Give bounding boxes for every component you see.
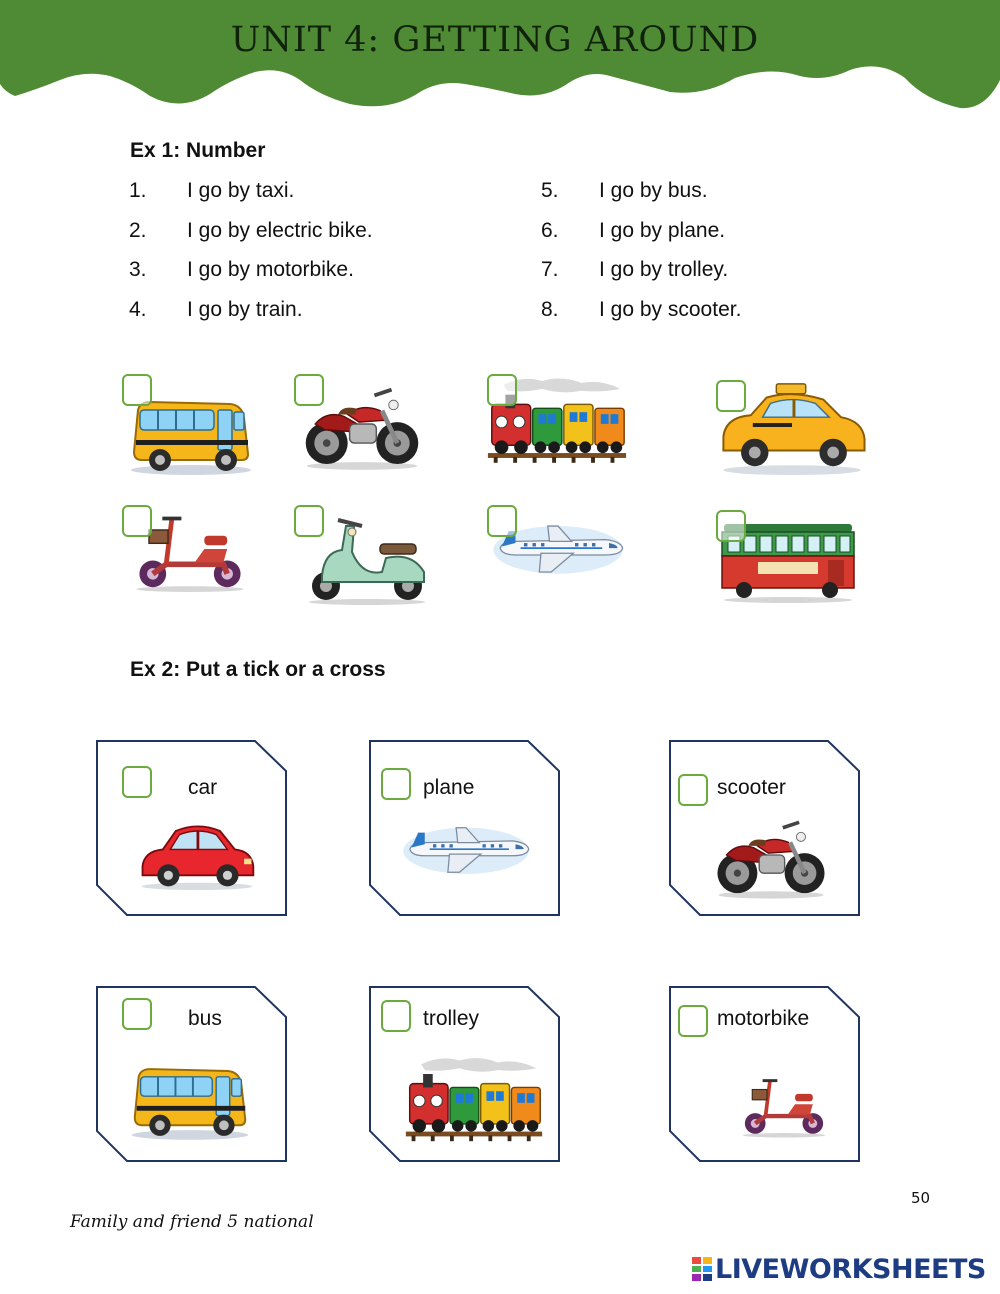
sentence-text: I go by scooter. xyxy=(599,298,742,321)
sentence-number: 8. xyxy=(541,298,559,321)
sentence-text: I go by electric bike. xyxy=(187,219,373,242)
sentence-number: 3. xyxy=(129,258,147,281)
page-title: UNIT 4: GETTING AROUND xyxy=(230,20,760,60)
card-label: car xyxy=(188,776,218,799)
sentence-text: I go by taxi. xyxy=(187,179,295,202)
sentence-8 xyxy=(541,298,741,322)
sentence-text: I go by trolley. xyxy=(599,258,729,281)
book-source: Family and friend 5 national xyxy=(70,1212,314,1232)
sentence-number: 2. xyxy=(129,219,147,242)
sentence-number: 5. xyxy=(541,179,559,202)
ex2-tick-box-bus[interactable] xyxy=(122,998,152,1030)
ex1-answer-box-1[interactable] xyxy=(122,374,152,406)
ex1-answer-box-2[interactable] xyxy=(294,374,324,406)
train-picture xyxy=(402,1053,546,1143)
ex2-card-car xyxy=(95,739,288,917)
sentence-text: I go by motorbike. xyxy=(187,258,354,281)
card-label: scooter xyxy=(717,776,786,799)
card-label: trolley xyxy=(423,1007,480,1030)
title-banner xyxy=(0,0,1000,130)
ex2-tick-box-motorbike[interactable] xyxy=(678,1005,708,1037)
sentence-text: I go by plane. xyxy=(599,219,726,242)
ex1-answer-box-3[interactable] xyxy=(487,374,517,406)
sentence-6 xyxy=(541,219,725,243)
ex1-answer-box-6[interactable] xyxy=(294,505,324,537)
sentence-7 xyxy=(541,258,728,282)
sentence-3 xyxy=(129,258,354,282)
ex2-card-bus xyxy=(95,985,288,1163)
sentence-number: 1. xyxy=(129,179,147,202)
ex2-tick-box-plane[interactable] xyxy=(381,768,411,800)
sentence-number: 4. xyxy=(129,298,147,321)
ex1-answer-box-4[interactable] xyxy=(716,380,746,412)
card-label: plane xyxy=(423,776,475,799)
ex2-card-motorbike xyxy=(668,985,861,1163)
card-label: bus xyxy=(188,1007,222,1030)
sentence-number: 6. xyxy=(541,219,559,242)
ex2-card-trolley xyxy=(368,985,561,1163)
ex1-answer-box-8[interactable] xyxy=(716,510,746,542)
school-bus-picture xyxy=(126,396,256,476)
electric-bike-picture xyxy=(736,1071,832,1139)
liveworksheets-logo[interactable] xyxy=(692,1252,986,1286)
ex1-heading: Ex 1: Number xyxy=(130,139,266,162)
ex2-heading: Ex 2: Put a tick or a cross xyxy=(130,658,386,681)
ex2-tick-box-trolley[interactable] xyxy=(381,1000,411,1032)
sentence-number: 7. xyxy=(541,258,559,281)
ex2-tick-box-scooter[interactable] xyxy=(678,774,708,806)
car-picture xyxy=(137,817,257,893)
sentence-4 xyxy=(129,298,303,322)
ex2-tick-box-car[interactable] xyxy=(122,766,152,798)
page-number: 50 xyxy=(911,1189,931,1207)
card-label: motorbike xyxy=(717,1007,810,1030)
sentence-1 xyxy=(129,179,294,203)
ex1-answer-box-7[interactable] xyxy=(487,505,517,537)
sentence-text: I go by bus. xyxy=(599,179,708,202)
ex2-card-plane xyxy=(368,739,561,917)
ex1-answer-box-5[interactable] xyxy=(122,505,152,537)
ex2-card-scooter xyxy=(668,739,861,917)
motorbike-picture xyxy=(712,809,830,901)
sentence-5 xyxy=(541,179,708,203)
sentence-2 xyxy=(129,219,373,243)
liveworksheets-icon xyxy=(692,1257,712,1281)
sentence-text: I go by train. xyxy=(187,298,303,321)
logo-text: LIVEWORKSHEETS xyxy=(715,1253,986,1285)
plane-picture xyxy=(400,819,532,881)
school-bus-picture xyxy=(127,1063,253,1141)
